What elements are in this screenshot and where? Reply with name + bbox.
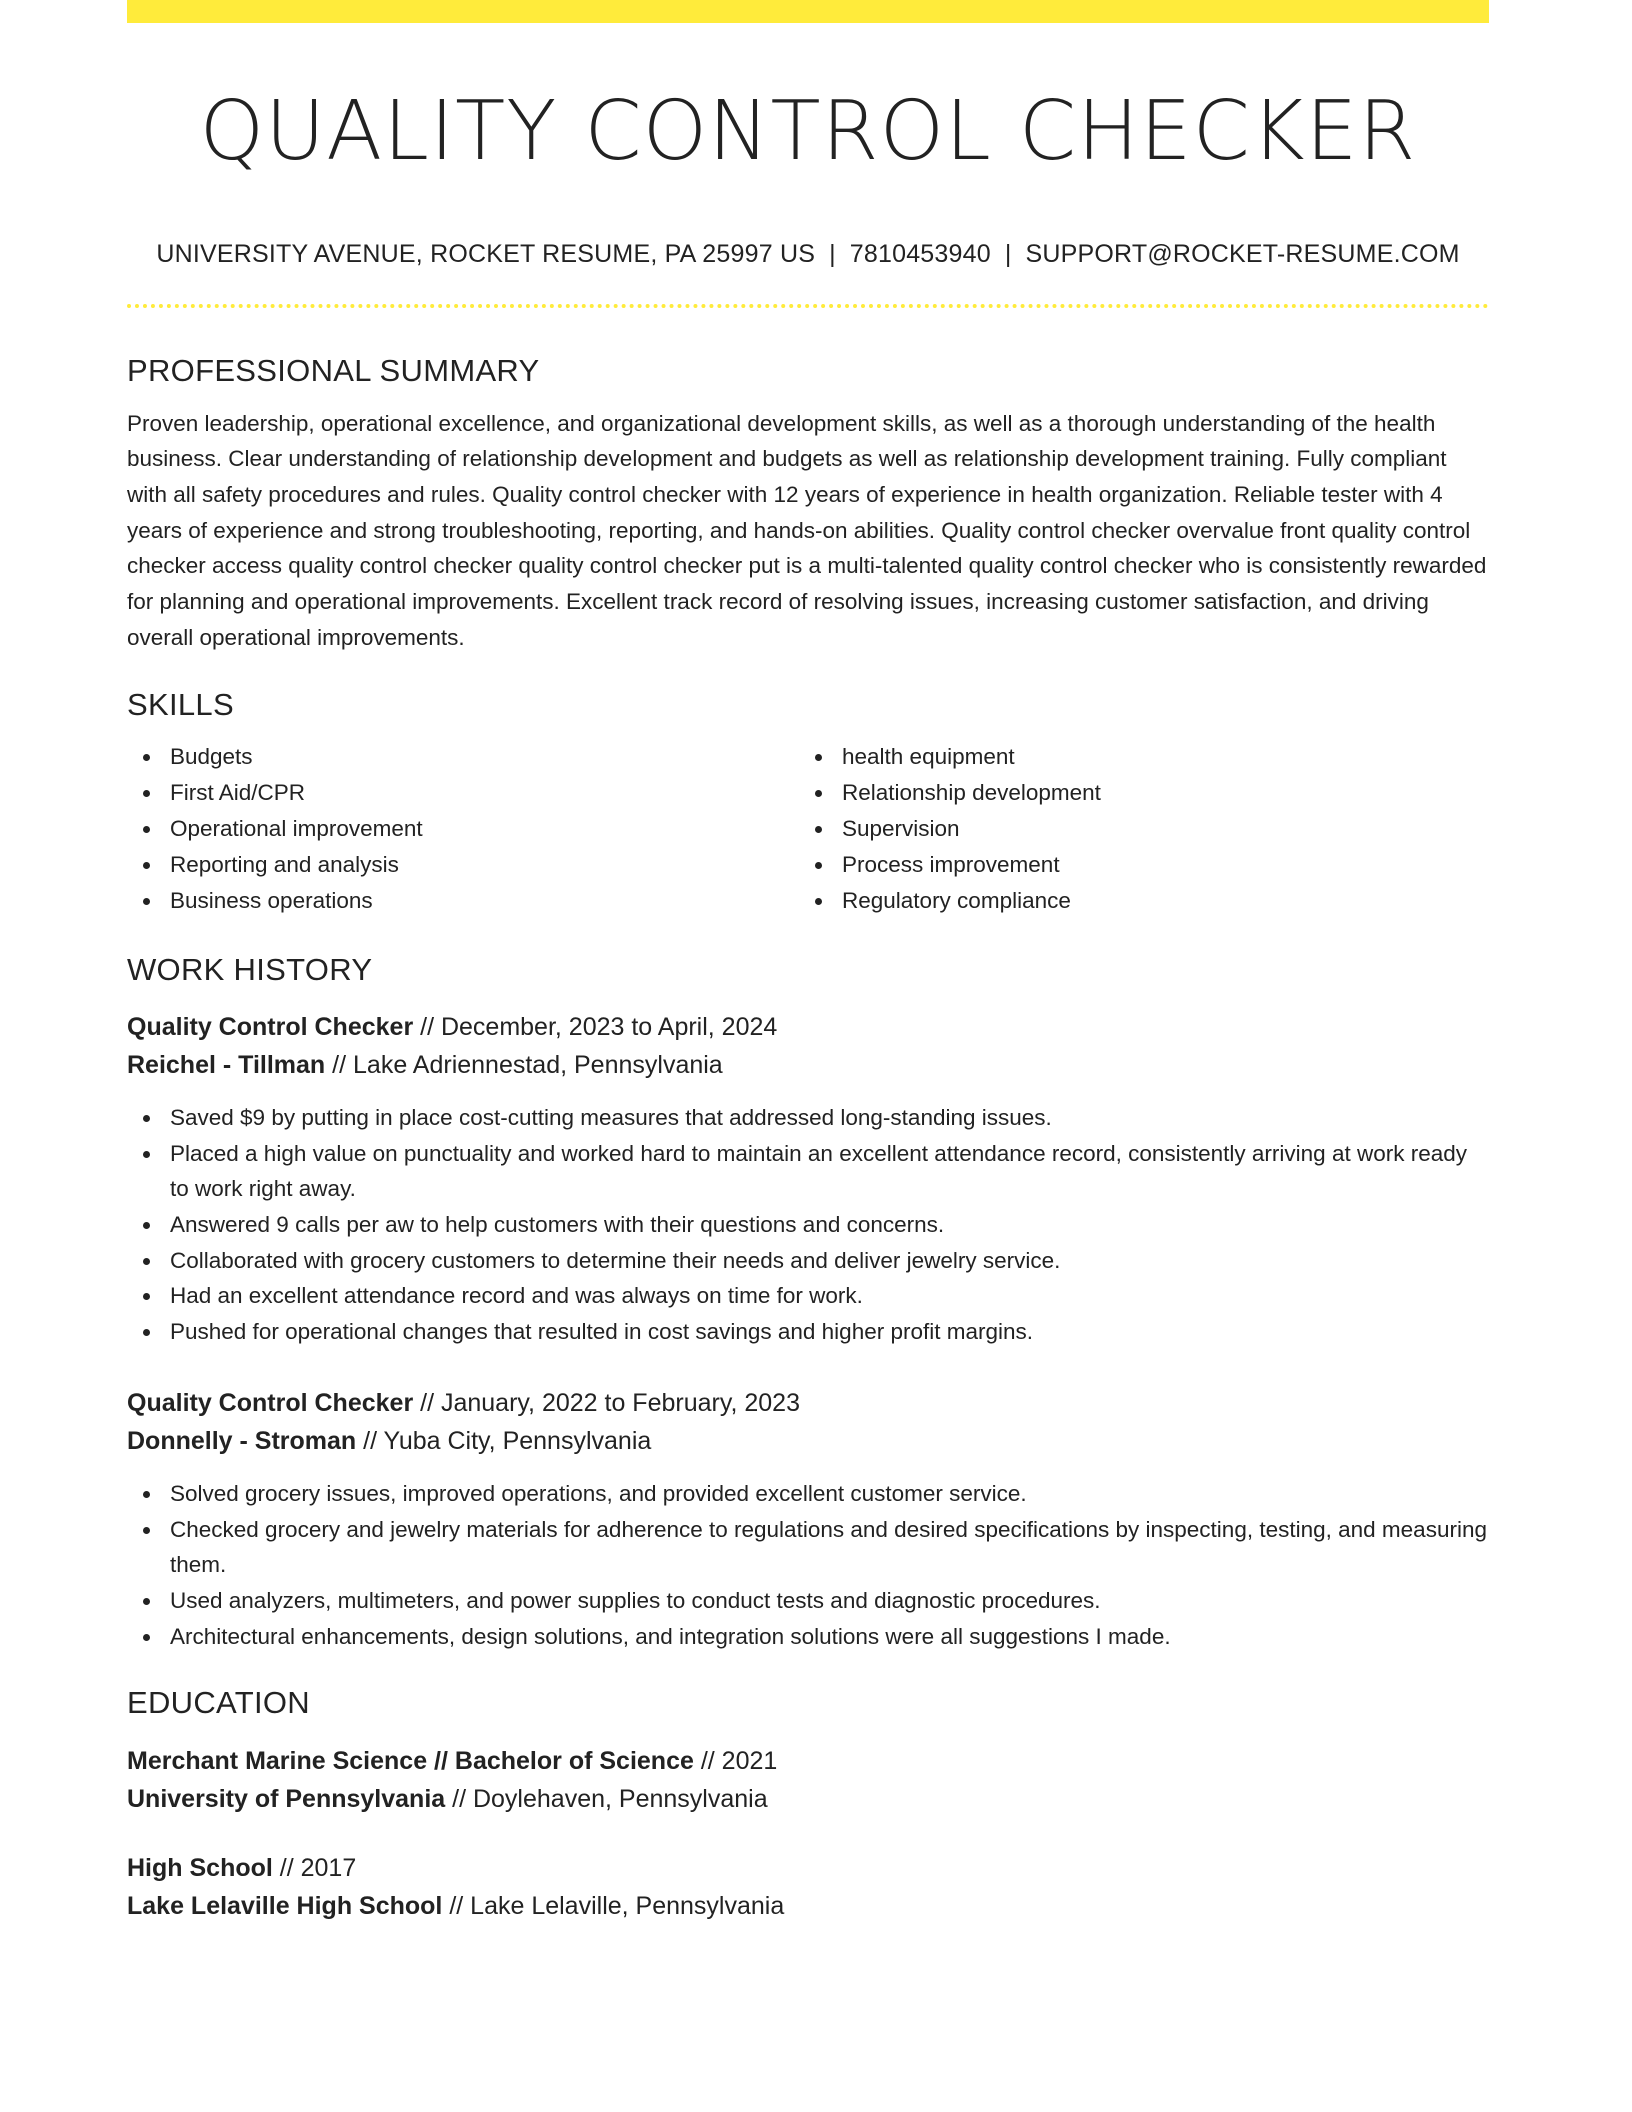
resume-page bbox=[127, 0, 1489, 1925]
education-entry bbox=[127, 1849, 1489, 1925]
education-location: // Doylehaven, Pennsylvania bbox=[452, 1784, 768, 1813]
dotted-divider bbox=[127, 304, 1489, 308]
job-entry bbox=[127, 1008, 1489, 1350]
job-bullet: Had an excellent attendance record and was always on time for work. bbox=[127, 1278, 1489, 1314]
contact-line bbox=[127, 239, 1489, 269]
skill-item: First Aid/CPR bbox=[127, 775, 799, 811]
job-location: // Lake Adriennestad, Pennsylvania bbox=[332, 1050, 723, 1079]
education-entry bbox=[127, 1742, 1489, 1818]
skill-item: Budgets bbox=[127, 739, 799, 775]
contact-address: UNIVERSITY AVENUE, ROCKET RESUME, PA 25997 US bbox=[156, 240, 816, 269]
education-degree: Merchant Marine Science // Bachelor of Science bbox=[127, 1746, 694, 1775]
job-company-line bbox=[127, 1422, 1489, 1460]
job-bullets bbox=[127, 1476, 1489, 1655]
education-location: // Lake Lelaville, Pennsylvania bbox=[449, 1891, 785, 1920]
job-company: Reichel - Tillman bbox=[127, 1050, 326, 1079]
skill-item: Process improvement bbox=[799, 847, 1471, 883]
section-heading-skills: SKILLS bbox=[127, 686, 234, 722]
job-bullet: Used analyzers, multimeters, and power supplies to conduct tests and diagnostic procedures. bbox=[127, 1583, 1489, 1619]
job-bullet: Pushed for operational changes that resulted in cost savings and higher profit margins. bbox=[127, 1314, 1489, 1350]
job-entry bbox=[127, 1384, 1489, 1655]
job-dates: // January, 2022 to February, 2023 bbox=[420, 1388, 800, 1417]
skills-list bbox=[127, 739, 1489, 919]
contact-email: SUPPORT@ROCKET-RESUME.COM bbox=[1025, 240, 1460, 269]
page-title: QUALITY CONTROL CHECKER bbox=[199, 84, 1417, 179]
job-company-line bbox=[127, 1046, 1489, 1084]
skill-item: Regulatory compliance bbox=[799, 883, 1471, 919]
job-dates: // December, 2023 to April, 2024 bbox=[420, 1012, 778, 1041]
skill-item: Reporting and analysis bbox=[127, 847, 799, 883]
job-title: Quality Control Checker bbox=[127, 1012, 414, 1041]
job-bullet: Checked grocery and jewelry materials for adherence to regulations and desired specifications by inspecting, testing, and measuring them. bbox=[127, 1512, 1489, 1583]
job-location: // Yuba City, Pennsylvania bbox=[363, 1426, 652, 1455]
job-bullet: Placed a high value on punctuality and worked hard to maintain an excellent attendance record, consistently arriving at work ready to work right away. bbox=[127, 1136, 1489, 1207]
skill-item: Operational improvement bbox=[127, 811, 799, 847]
education-school: Lake Lelaville High School bbox=[127, 1891, 443, 1920]
education-school-line bbox=[127, 1780, 1489, 1818]
section-heading-education: EDUCATION bbox=[127, 1685, 310, 1721]
job-title-line bbox=[127, 1008, 1489, 1046]
skill-item: health equipment bbox=[799, 739, 1471, 775]
education-degree: High School bbox=[127, 1853, 273, 1882]
job-title: Quality Control Checker bbox=[127, 1388, 414, 1417]
job-bullets bbox=[127, 1100, 1489, 1350]
job-bullet: Answered 9 calls per aw to help customers with their questions and concerns. bbox=[127, 1207, 1489, 1243]
education-year: // 2021 bbox=[700, 1746, 778, 1775]
education-degree-line bbox=[127, 1849, 1489, 1887]
education-school: University of Pennsylvania bbox=[127, 1784, 446, 1813]
contact-separator: | bbox=[829, 240, 836, 269]
job-bullet: Solved grocery issues, improved operations, and provided excellent customer service. bbox=[127, 1476, 1489, 1512]
skill-item: Supervision bbox=[799, 811, 1471, 847]
summary-text: Proven leadership, operational excellence, and organizational development skills, as well as a thorough understanding of the health business. Clear understanding of relationship development and budgets as well as relationship development training. Fully compliant with all safety procedures and rules. Quality control checker with 12 years of experience in health organization. Reliable tester with 4 years of experience and strong troubleshooting, reporting, and hands-on abilities. Quality control checker overvalue front quality control checker access quality control checker quality control checker put is a multi-talented quality control checker who is consistently rewarded for planning and operational improvements. Excellent track record of resolving issues, increasing customer satisfaction, and driving overall operational improvements. bbox=[127, 410, 1487, 650]
education-year: // 2017 bbox=[279, 1853, 357, 1882]
job-company: Donnelly - Stroman bbox=[127, 1426, 357, 1455]
education-school-line bbox=[127, 1887, 1489, 1925]
skill-item: Relationship development bbox=[799, 775, 1471, 811]
accent-bar bbox=[127, 0, 1489, 23]
job-title-line bbox=[127, 1384, 1489, 1422]
job-bullet: Architectural enhancements, design solutions, and integration solutions were all suggestions I made. bbox=[127, 1619, 1489, 1655]
skill-item: Business operations bbox=[127, 883, 799, 919]
education-degree-line bbox=[127, 1742, 1489, 1780]
job-bullet: Collaborated with grocery customers to determine their needs and deliver jewelry service. bbox=[127, 1243, 1489, 1279]
section-heading-summary: PROFESSIONAL SUMMARY bbox=[127, 353, 540, 389]
contact-phone: 7810453940 bbox=[849, 240, 991, 269]
job-bullet: Saved $9 by putting in place cost-cutting measures that addressed long-standing issues. bbox=[127, 1100, 1489, 1136]
section-heading-work: WORK HISTORY bbox=[127, 951, 373, 987]
contact-separator: | bbox=[1004, 240, 1012, 269]
